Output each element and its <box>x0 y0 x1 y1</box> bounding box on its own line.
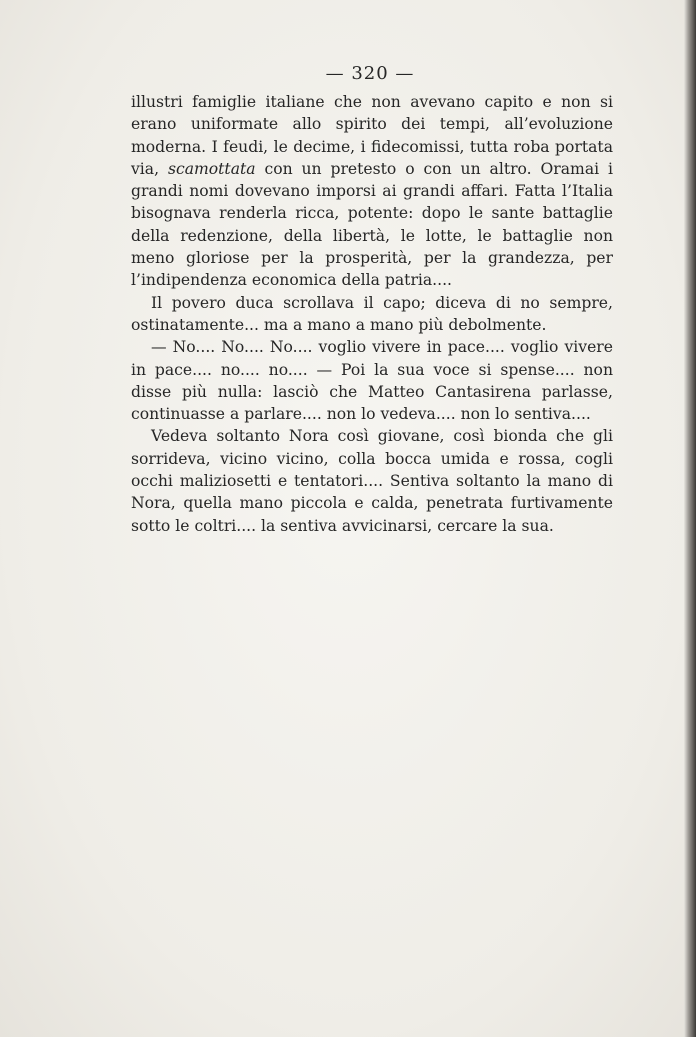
body-text <box>131 91 613 537</box>
paragraph-1-end: con un pretesto o con un altro. Oramai i grandi nomi dovevano imporsi ai grandi affari. Fatta l’Italia bisognava renderla ricca, potente: dopo le sante battaglie della redenzione, della libertà, le lotte, le battaglie non meno gloriose per la prosperità, per la grandezza, per l’indipendenza economica della patria.... <box>131 159 613 290</box>
paragraph-3: — No.... No.... No.... voglio vivere in pace.... voglio vivere in pace.... no.... no.... — Poi la sua voce si spense.... non disse più nulla: lasciò che Matteo Cantasirena parlasse, continuasse a parlare.... non lo vedeva.... non lo sentiva.... <box>131 338 613 424</box>
paragraph-1-emphasis: scamottata <box>167 159 256 178</box>
page-number: — 320 — <box>325 63 415 84</box>
paragraph-1-start: illustri famiglie italiane che non avevano capito e non si erano uniformate allo spirito dei tempi, all’evoluzione moderna. I feudi, le decime, i fidecomissi, tutta roba portata via, <box>131 93 613 178</box>
paragraph-4: Vedeva soltanto Nora così giovane, così bionda che gli sorrideva, vicino vicino, colla bocca umida e rossa, cogli occhi maliziosetti e tentatori.... Sentiva soltanto la mano di Nora, quella mano piccola e calda, penetrata furtivamente sotto le coltri.... la sentiva avvicinarsi, cercare la sua. <box>131 427 613 535</box>
paragraph-2: Il povero duca scrollava il capo; diceva di no sempre, ostinatamente... ma a mano a mano più debolmente. <box>131 293 613 334</box>
paragraph-1 <box>131 91 613 292</box>
page-edge-shadow <box>684 0 696 1037</box>
